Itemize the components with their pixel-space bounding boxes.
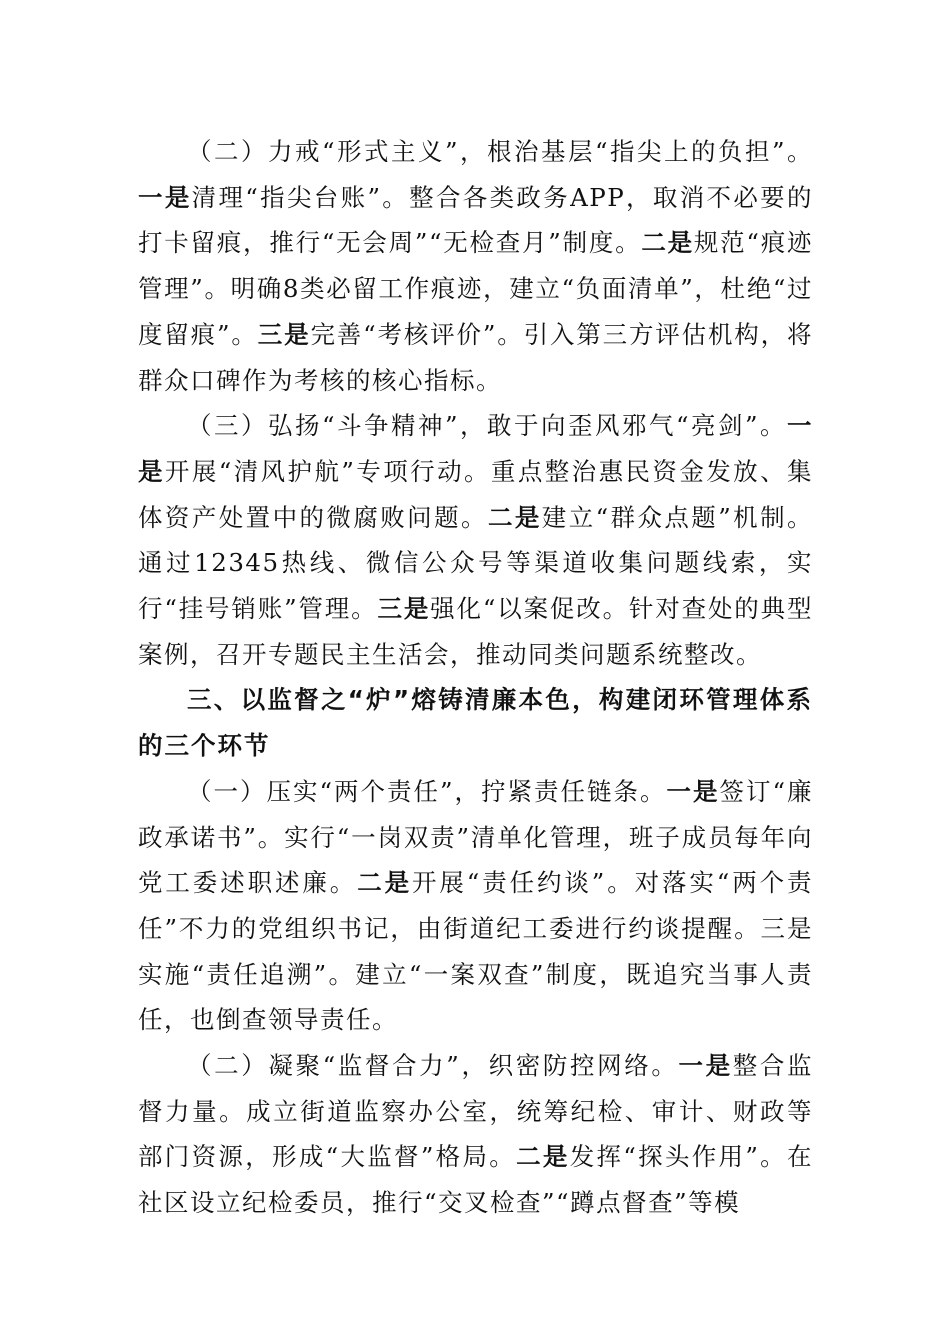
text-run: 规范“痕迹管理”。明确8类必留工作痕迹，建立“负面清单”，杜绝“过度留痕”。 <box>138 228 813 349</box>
paragraph-two-responsibilities <box>138 769 813 1043</box>
bold-marker: 三是 <box>257 319 311 349</box>
text-run: 发挥“探头作用”。在社区设立纪检委员，推行“交叉检查”“蹲点督查”等模 <box>138 1142 813 1218</box>
text-run: 完善“考核评价”。引入第三方评估机构，将群众口碑作为考核的核心指标。 <box>138 319 813 395</box>
paragraph-struggle-spirit <box>138 403 813 677</box>
text-run: 整合监督力量。成立街道监察办公室，统筹纪检、审计、财政等部门资源，形成“大监督”格局。 <box>138 1051 814 1172</box>
text-run: 开展“清风护航”专项行动。重点整治惠民资金发放、集体资产处置中的微腐败问题。 <box>138 456 813 532</box>
text-run: （二）力戒“形式主义”，根治基层“指尖上的负担”。 <box>187 137 813 166</box>
bold-marker: 一是 <box>666 776 720 806</box>
paragraph-formalism <box>138 129 813 403</box>
bold-marker: 二是 <box>641 228 694 258</box>
text-run: 建立“群众点题”机制。通过12345热线、微信公众号等渠道收集问题线索，实行“挂号销账”管理。 <box>138 502 814 624</box>
bold-marker: 三是 <box>377 594 431 624</box>
text-run: 清理“指尖台账”。整合各类政务APP，取消不必要的打卡留痕，推行“无会周”“无检查月”制度。 <box>138 182 813 258</box>
text-run: （三）弘扬“斗争精神”，敢于向歪风邪气“亮剑”。 <box>187 411 787 441</box>
text-run: 签订“廉政承诺书”。实行“一岗双责”清单化管理，班子成员每年向党工委述职述廉。 <box>138 776 813 898</box>
bold-marker: 一是 <box>678 1051 733 1081</box>
text-run: 开展“责任约谈”。对落实“两个责任”不力的党组织书记，由街道纪工委进行约谈提醒。三是实施“责任追溯”。建立“一案双查”制度，既追究当事人责任，也倒查领导责任。 <box>138 868 814 1035</box>
text-run: （一）压实“两个责任”，拧紧责任链条。 <box>187 776 667 806</box>
bold-marker: 二是 <box>516 1142 570 1172</box>
bold-marker: 二是 <box>487 502 542 532</box>
text-run: （二）凝聚“监督合力”，织密防控网络。 <box>187 1051 679 1081</box>
bold-marker: 一是 <box>138 411 813 486</box>
paragraph-supervision-synergy <box>138 1043 813 1226</box>
bold-marker: 二是 <box>357 868 412 898</box>
text-run: 强化“以案促改。针对查处的典型案例，召开专题民主生活会，推动同类问题系统整改。 <box>138 594 813 669</box>
bold-marker: 一是 <box>138 182 192 212</box>
section-heading: 三、以监督之“炉”熔铸清廉本色，构建闭环管理体系的三个环节 <box>138 685 813 761</box>
